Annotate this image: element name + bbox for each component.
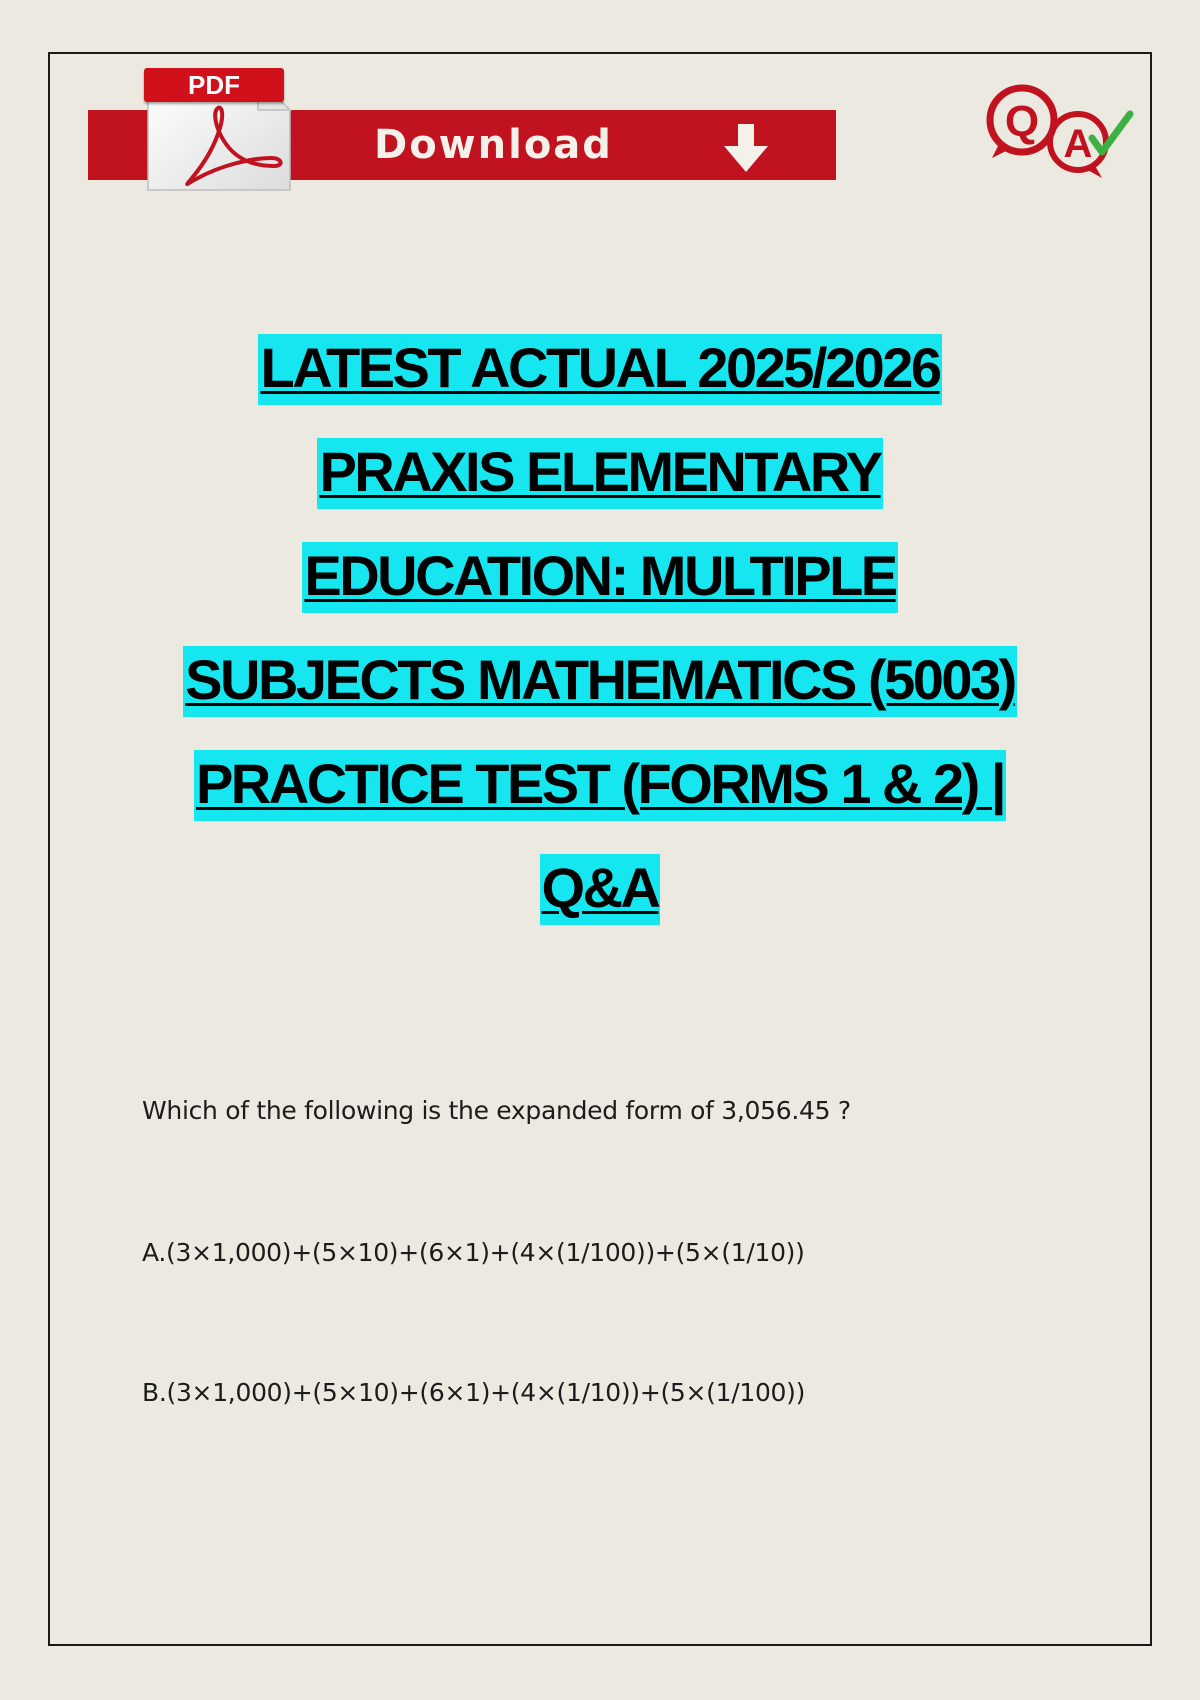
answer-option-b: B.(3×1,000)+(5×10)+(6×1)+(4×(1/10))+(5×(1/100)) bbox=[142, 1378, 806, 1407]
title-line bbox=[60, 316, 1140, 420]
title-line-text: LATEST ACTUAL 2025/2026 bbox=[258, 334, 941, 405]
title-line bbox=[60, 732, 1140, 836]
qa-logo-icon bbox=[980, 78, 1140, 188]
title-line-text: EDUCATION: MULTIPLE bbox=[302, 542, 897, 613]
pdf-document-icon bbox=[140, 68, 380, 190]
svg-text:Q: Q bbox=[1004, 97, 1040, 146]
pdf-tab-label: PDF bbox=[144, 68, 284, 102]
title-line-text: PRAXIS ELEMENTARY bbox=[317, 438, 882, 509]
title-line-text: SUBJECTS MATHEMATICS (5003) bbox=[183, 646, 1017, 717]
title-line bbox=[60, 524, 1140, 628]
title-line bbox=[60, 836, 1140, 940]
title-line bbox=[60, 420, 1140, 524]
title-line bbox=[60, 628, 1140, 732]
question-text: Which of the following is the expanded form of 3,056.45 ? bbox=[142, 1096, 851, 1125]
download-label: Download bbox=[374, 122, 613, 168]
download-banner[interactable] bbox=[88, 64, 836, 190]
answer-option-a: A.(3×1,000)+(5×10)+(6×1)+(4×(1/100))+(5×(1/10)) bbox=[142, 1238, 805, 1267]
title-line-text: Q&A bbox=[540, 854, 661, 925]
title-line-text: PRACTICE TEST (FORMS 1 & 2) | bbox=[194, 750, 1006, 821]
svg-text:A: A bbox=[1063, 122, 1093, 166]
document-title bbox=[60, 316, 1140, 940]
download-arrow-icon bbox=[718, 120, 774, 176]
